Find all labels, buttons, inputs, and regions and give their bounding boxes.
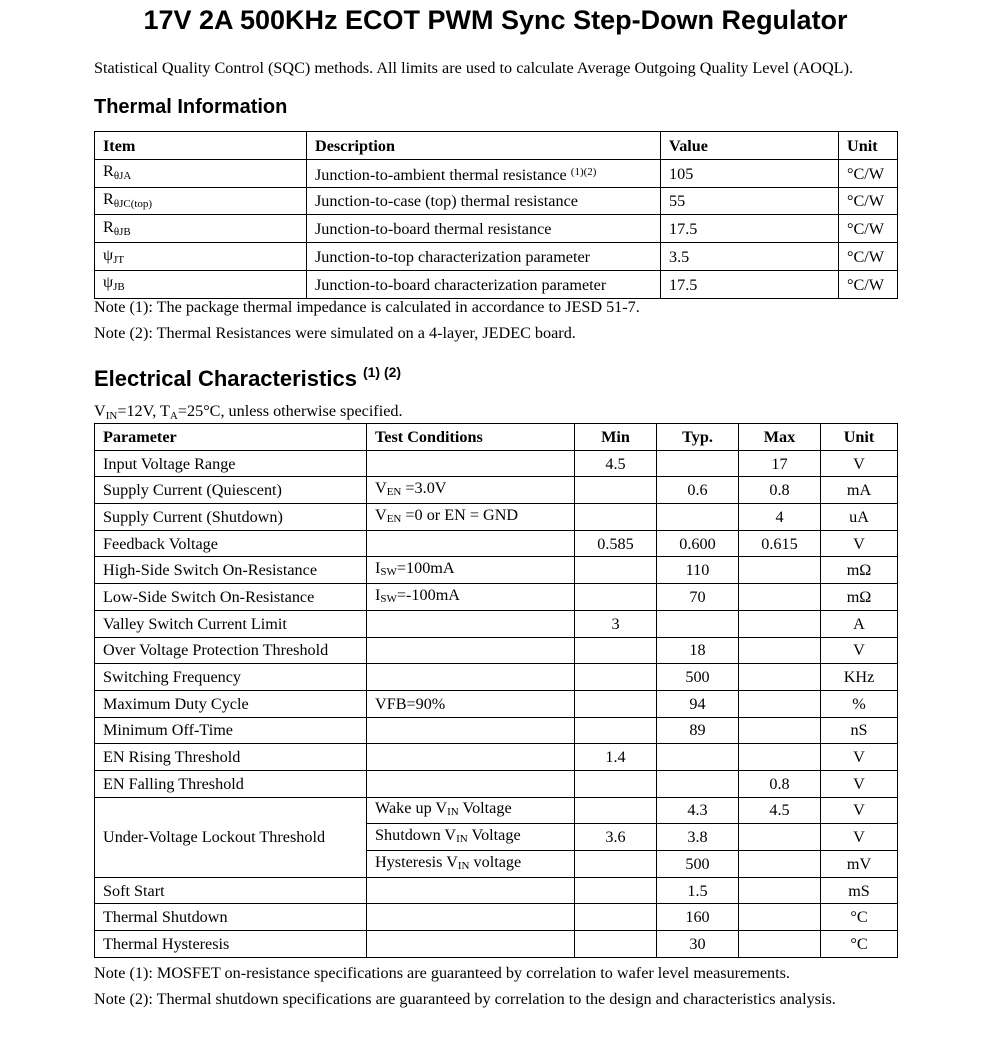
electrical-unit: V [821,530,898,557]
electrical-header-row [95,424,898,451]
electrical-test-condition [367,877,575,904]
electrical-parameter: Feedback Voltage [95,530,367,557]
electrical-typ: 70 [657,584,739,611]
electrical-typ: 18 [657,637,739,664]
electrical-row [95,664,898,691]
electrical-row [95,717,898,744]
electrical-test-condition: $V_{EN} =0$ or EN = GND [367,504,575,531]
electrical-parameter: EN Rising Threshold [95,744,367,771]
thermal-description-text: Junction-to-board thermal resistance [315,220,552,239]
electrical-max: 4.5 [739,797,821,824]
electrical-parameter: High-Side Switch On-Resistance [95,557,367,584]
electrical-max: 4 [739,504,821,531]
electrical-test-condition: $V_{EN} =3.0V$ [367,477,575,504]
electrical-unit: °C [821,904,898,931]
electrical-min [575,477,657,504]
thermal-item-symbol: ψ [103,273,114,292]
electrical-min: 3 [575,610,657,637]
thermal-value: 17.5 [661,215,839,243]
electrical-typ: 3.8 [657,824,739,851]
thermal-row [95,159,898,187]
electrical-min: 0.585 [575,530,657,557]
electrical-unit: mS [821,877,898,904]
electrical-parameter: Over Voltage Protection Threshold [95,637,367,664]
electrical-test-condition [367,744,575,771]
electrical-max [739,824,821,851]
electrical-parameter: Low-Side Switch On-Resistance [95,584,367,611]
electrical-unit: mA [821,477,898,504]
electrical-table [94,423,898,958]
thermal-item-subscript: JB [113,281,125,294]
thermal-row [95,270,898,298]
electrical-min [575,637,657,664]
thermal-row [95,187,898,215]
electrical-max [739,584,821,611]
thermal-value: 17.5 [661,270,839,298]
electrical-header-typ: Typ. [657,424,739,451]
electrical-parameter: Switching Frequency [95,664,367,691]
electrical-header-test: Test Conditions [367,424,575,451]
thermal-item [95,159,307,187]
electrical-row [95,504,898,531]
electrical-max [739,637,821,664]
electrical-typ: 500 [657,851,739,878]
thermal-note-1: Note (1): The package thermal impedance is calculated in accordance to JESD 51-7. [94,298,640,316]
electrical-unit: V [821,744,898,771]
electrical-max [739,931,821,958]
electrical-parameter: Supply Current (Shutdown) [95,504,367,531]
thermal-item-symbol: R [103,162,114,181]
electrical-row [95,557,898,584]
thermal-header-value: Value [661,132,839,160]
thermal-description [307,243,661,271]
thermal-note-2: Note (2): Thermal Resistances were simulated on a 4-layer, JEDEC board. [94,324,576,342]
electrical-max [739,851,821,878]
thermal-value: 3.5 [661,243,839,271]
thermal-value: 105 [661,159,839,187]
electrical-parameter: Valley Switch Current Limit [95,610,367,637]
thermal-unit: °C/W [839,243,898,271]
electrical-row [95,770,898,797]
electrical-min [575,717,657,744]
electrical-row [95,877,898,904]
electrical-test-condition [367,664,575,691]
electrical-heading-notes: (1) (2) [362,364,402,380]
electrical-max [739,664,821,691]
electrical-row [95,904,898,931]
electrical-min [575,797,657,824]
electrical-test-condition: Hysteresis $V_{IN}$ voltage [367,851,575,878]
electrical-unit: mΩ [821,584,898,611]
thermal-description-text: Junction-to-top characterization parameter [315,248,591,267]
electrical-typ: 0.600 [657,530,739,557]
electrical-typ: 110 [657,557,739,584]
thermal-row [95,215,898,243]
electrical-test-condition [367,770,575,797]
thermal-table [94,131,898,299]
electrical-header-max: Max [739,424,821,451]
thermal-row [95,243,898,271]
electrical-min: 3.6 [575,824,657,851]
electrical-typ [657,450,739,477]
electrical-parameter: Input Voltage Range [95,450,367,477]
electrical-parameter: Soft Start [95,877,367,904]
electrical-unit: uA [821,504,898,531]
electrical-row [95,477,898,504]
electrical-unit: V [821,770,898,797]
electrical-note-1: Note (1): MOSFET on-resistance specifications are guaranteed by correlation to wafer level measurements. [94,964,790,982]
electrical-max [739,557,821,584]
electrical-unit: V [821,637,898,664]
electrical-test-condition: Shutdown $V_{IN}$ Voltage [367,824,575,851]
electrical-note-2: Note (2): Thermal shutdown specifications are guaranteed by correlation to the design and characteristics analysis. [94,990,836,1008]
electrical-unit: mV [821,851,898,878]
electrical-min [575,690,657,717]
electrical-row [95,690,898,717]
thermal-description-text: Junction-to-board characterization parameter [315,275,607,294]
electrical-typ: 30 [657,931,739,958]
electrical-typ: 1.5 [657,877,739,904]
electrical-typ [657,610,739,637]
thermal-unit: °C/W [839,159,898,187]
thermal-description-text: Junction-to-case (top) thermal resistance [315,192,578,211]
electrical-min [575,851,657,878]
thermal-description [307,159,661,187]
electrical-test-condition: $I_{SW}=100mA$ [367,557,575,584]
electrical-test-condition: $I_{SW}=-100mA$ [367,584,575,611]
electrical-max: 0.8 [739,477,821,504]
electrical-typ: 160 [657,904,739,931]
electrical-row [95,797,898,824]
electrical-min [575,557,657,584]
thermal-unit: °C/W [839,270,898,298]
electrical-max: 0.8 [739,770,821,797]
electrical-typ: 500 [657,664,739,691]
electrical-min [575,770,657,797]
electrical-row [95,744,898,771]
electrical-parameter: Thermal Shutdown [95,904,367,931]
electrical-unit: V [821,450,898,477]
electrical-min [575,664,657,691]
thermal-unit: °C/W [839,187,898,215]
electrical-typ [657,744,739,771]
electrical-typ [657,504,739,531]
thermal-item-symbol: R [103,189,114,208]
thermal-value: 55 [661,187,839,215]
thermal-description [307,215,661,243]
thermal-item-subscript: JT [113,253,125,266]
thermal-header-item: Item [95,132,307,160]
electrical-min [575,904,657,931]
thermal-item-subscript: θJB [113,225,131,238]
electrical-header-min: Min [575,424,657,451]
electrical-min: 4.5 [575,450,657,477]
thermal-description-text: Junction-to-ambient thermal resistance [315,166,567,185]
electrical-max: 17 [739,450,821,477]
thermal-item [95,187,307,215]
electrical-unit: V [821,824,898,851]
electrical-max [739,717,821,744]
electrical-row [95,637,898,664]
electrical-unit: A [821,610,898,637]
intro-text: Statistical Quality Control (SQC) methods. All limits are used to calculate Average Outgoing Quality Level (AOQL). [94,59,854,77]
thermal-item-symbol: R [103,217,114,236]
thermal-description-notes: (1)(2) [570,166,597,179]
electrical-min [575,584,657,611]
electrical-heading-text: Electrical Characteristics [94,366,357,391]
electrical-header-unit: Unit [821,424,898,451]
thermal-item [95,243,307,271]
electrical-min [575,877,657,904]
electrical-parameter: Under-Voltage Lockout Threshold [95,797,367,877]
electrical-max [739,877,821,904]
electrical-test-condition: VFB=90% [367,690,575,717]
electrical-max: 0.615 [739,530,821,557]
electrical-test-condition [367,717,575,744]
electrical-test-condition [367,637,575,664]
thermal-header-description: Description [307,132,661,160]
electrical-header-parameter: Parameter [95,424,367,451]
electrical-parameter: Maximum Duty Cycle [95,690,367,717]
thermal-header-unit: Unit [839,132,898,160]
electrical-min: 1.4 [575,744,657,771]
electrical-row [95,584,898,611]
electrical-unit: nS [821,717,898,744]
electrical-typ: 4.3 [657,797,739,824]
thermal-item-subscript: θJC(top) [113,197,153,210]
electrical-test-condition [367,610,575,637]
electrical-typ [657,770,739,797]
electrical-max [739,904,821,931]
electrical-test-condition: Wake up $V_{IN}$ Voltage [367,797,575,824]
thermal-item [95,270,307,298]
electrical-typ: 94 [657,690,739,717]
electrical-row [95,610,898,637]
electrical-unit: KHz [821,664,898,691]
thermal-item-symbol: ψ [103,245,114,264]
electrical-max [739,744,821,771]
electrical-unit: % [821,690,898,717]
electrical-heading [94,357,401,394]
electrical-test-condition [367,904,575,931]
electrical-conditions: $V_{IN}=12V$, $T_A=25^\circ C$, unless otherwise specified. [94,402,403,422]
electrical-row [95,931,898,958]
electrical-parameter: Supply Current (Quiescent) [95,477,367,504]
thermal-unit: °C/W [839,215,898,243]
electrical-test-condition [367,530,575,557]
electrical-parameter: Thermal Hysteresis [95,931,367,958]
electrical-min [575,504,657,531]
thermal-header-row [95,132,898,160]
electrical-parameter: EN Falling Threshold [95,770,367,797]
electrical-row [95,530,898,557]
electrical-min [575,931,657,958]
thermal-description [307,187,661,215]
electrical-unit: mΩ [821,557,898,584]
electrical-typ: 89 [657,717,739,744]
thermal-item-subscript: θJA [113,170,132,183]
thermal-item [95,215,307,243]
electrical-test-condition [367,450,575,477]
page-title: 17V 2A 500KHz ECOT PWM Sync Step-Down Regulator [143,5,848,35]
electrical-unit: V [821,797,898,824]
electrical-parameter: Minimum Off-Time [95,717,367,744]
thermal-description [307,270,661,298]
electrical-row [95,450,898,477]
electrical-typ: 0.6 [657,477,739,504]
electrical-test-condition [367,931,575,958]
thermal-heading: Thermal Information [94,96,288,118]
electrical-unit: °C [821,931,898,958]
electrical-max [739,610,821,637]
electrical-max [739,690,821,717]
